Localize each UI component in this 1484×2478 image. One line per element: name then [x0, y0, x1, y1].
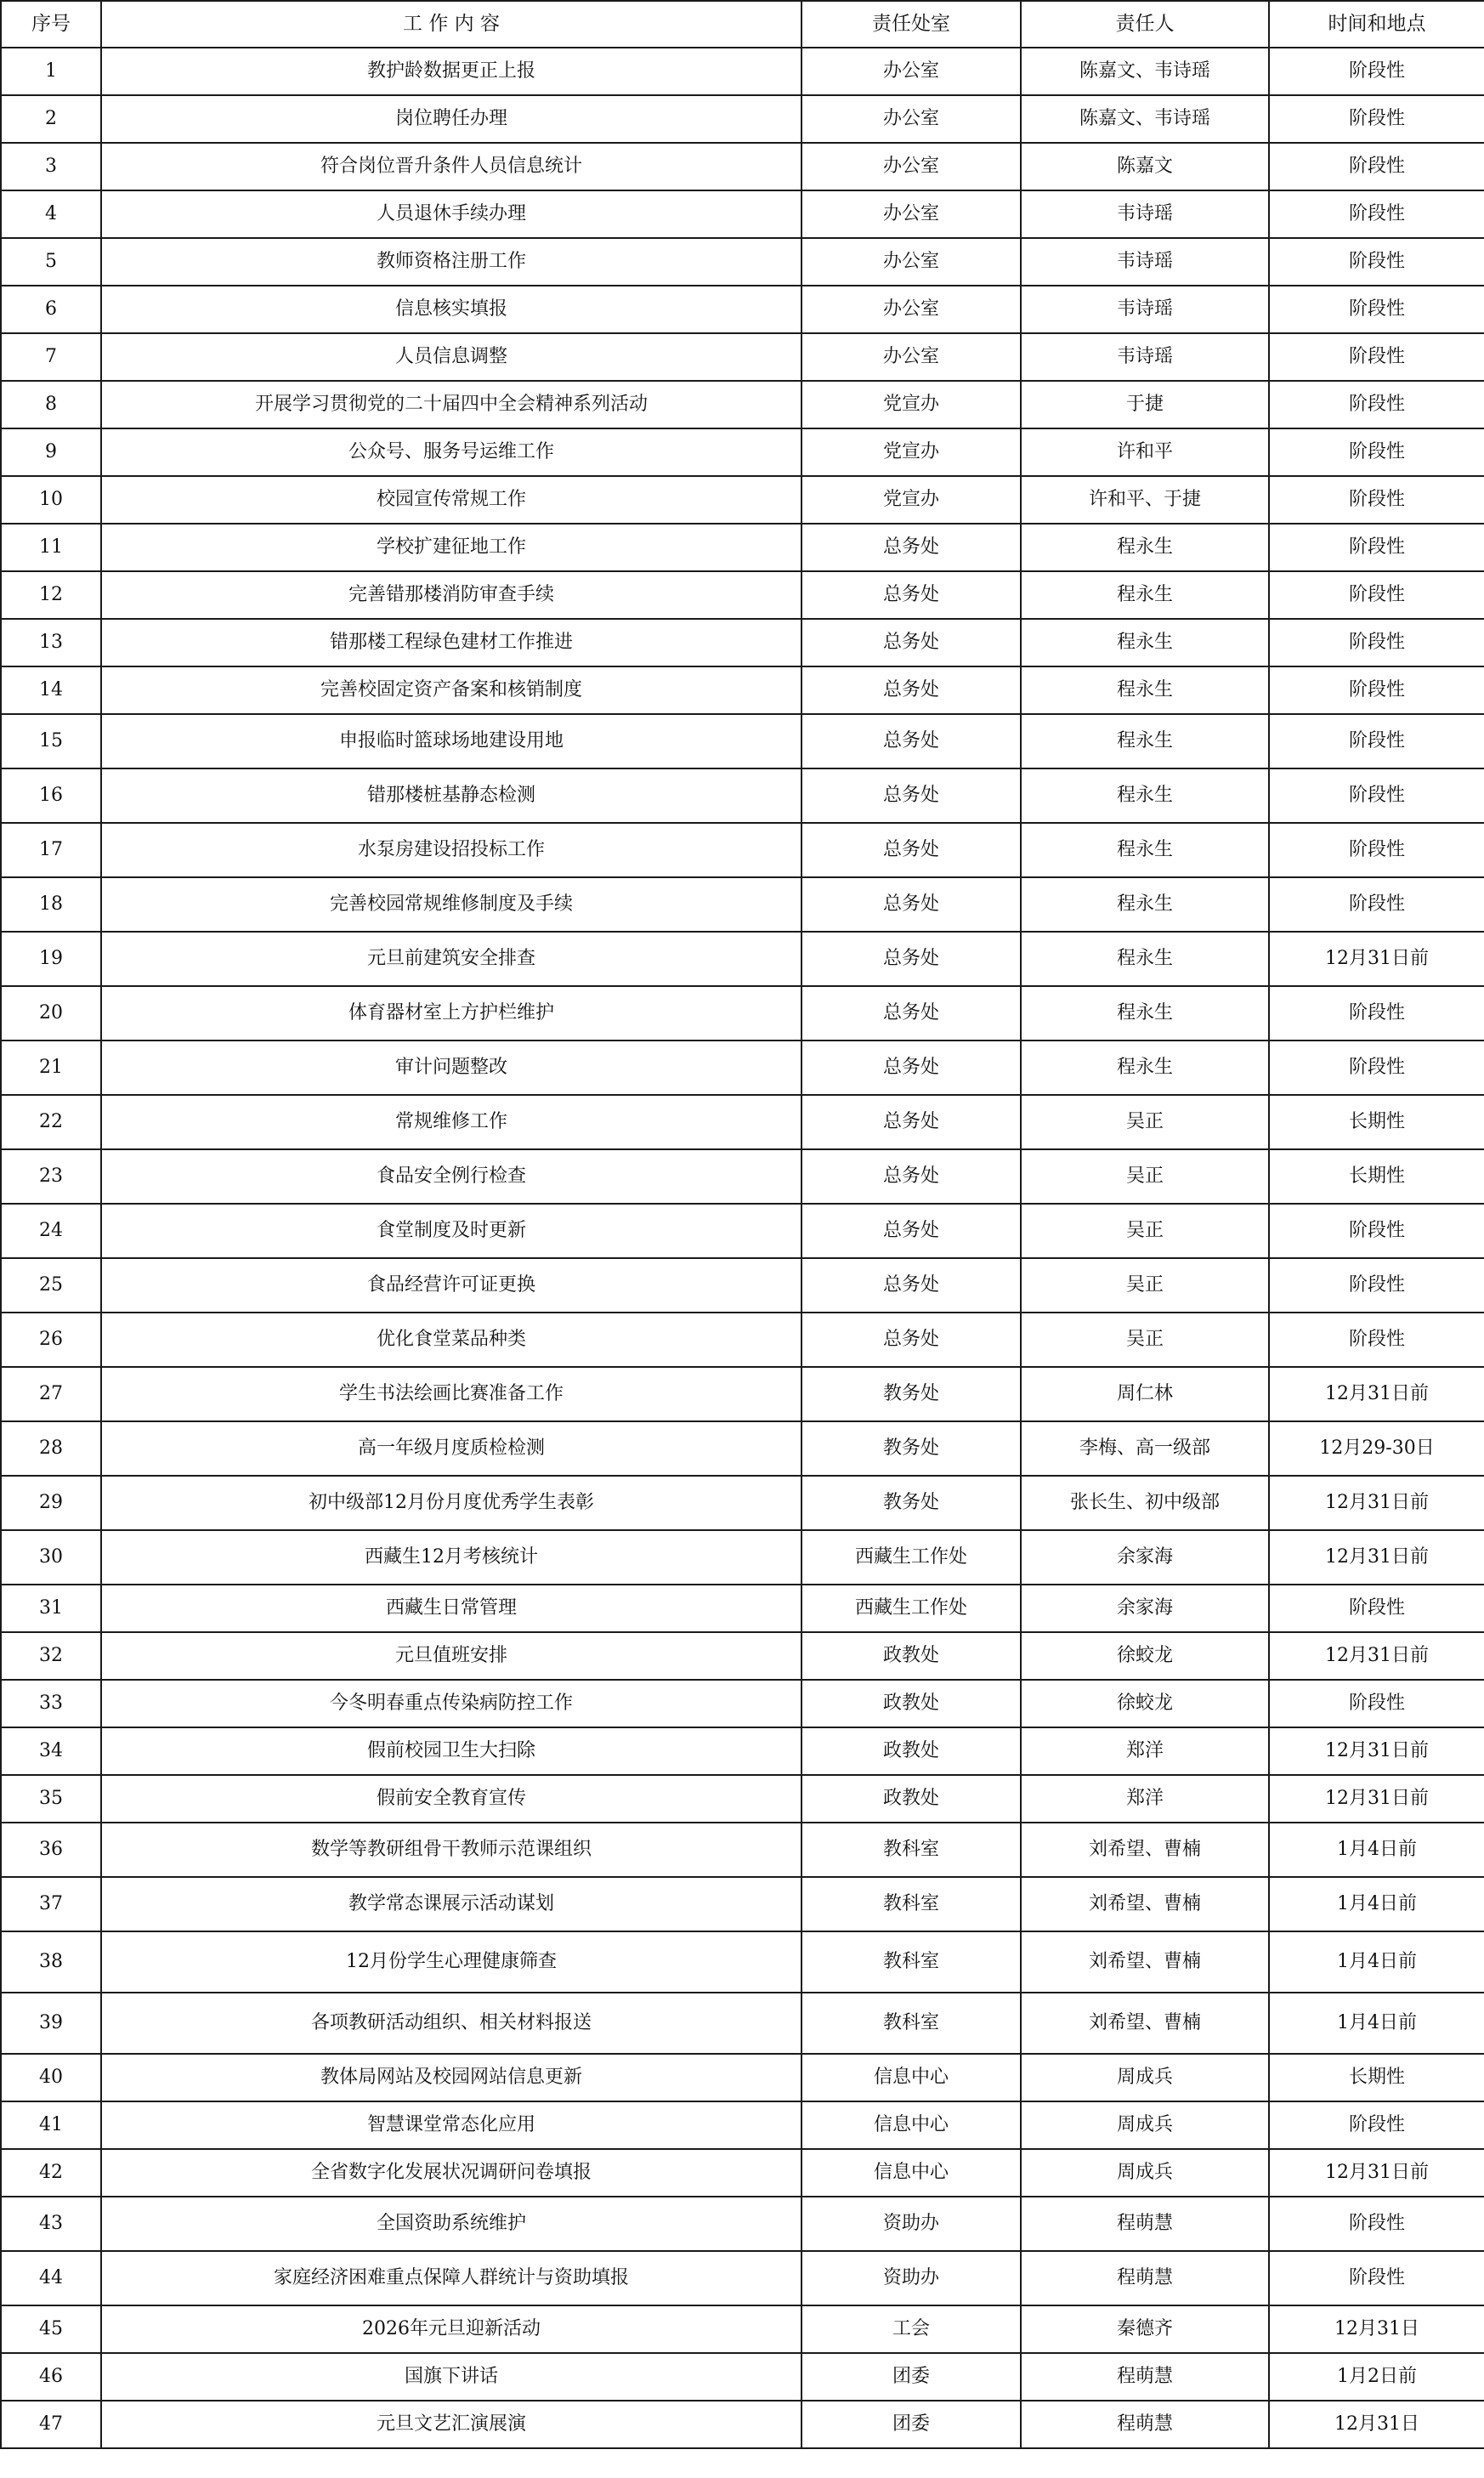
- cell-owner: 郑洋: [1021, 1727, 1269, 1775]
- cell-owner: 陈嘉文、韦诗瑶: [1021, 48, 1269, 95]
- cell-time-place: 阶段性: [1269, 768, 1484, 823]
- cell-task: 教护龄数据更正上报: [101, 48, 801, 95]
- cell-department: 办公室: [801, 190, 1021, 238]
- cell-index: 15: [1, 714, 101, 768]
- cell-owner: 徐蛟龙: [1021, 1632, 1269, 1680]
- cell-time-place: 阶段性: [1269, 714, 1484, 768]
- cell-department: 办公室: [801, 143, 1021, 190]
- cell-department: 资助办: [801, 2197, 1021, 2251]
- table-header-row: [1, 1, 1484, 48]
- cell-owner: 程永生: [1021, 768, 1269, 823]
- cell-owner: 程永生: [1021, 619, 1269, 666]
- cell-owner: 程永生: [1021, 932, 1269, 986]
- cell-index: 41: [1, 2101, 101, 2149]
- cell-task: 水泵房建设招投标工作: [101, 823, 801, 877]
- cell-index: 44: [1, 2251, 101, 2305]
- cell-index: 22: [1, 1095, 101, 1149]
- cell-task: 国旗下讲话: [101, 2353, 801, 2401]
- cell-department: 党宣办: [801, 476, 1021, 524]
- table-row: [1, 1204, 1484, 1258]
- cell-index: 2: [1, 95, 101, 143]
- cell-department: 团委: [801, 2353, 1021, 2401]
- cell-index: 18: [1, 877, 101, 932]
- cell-time-place: 阶段性: [1269, 1680, 1484, 1727]
- table-row: [1, 95, 1484, 143]
- cell-time-place: 阶段性: [1269, 666, 1484, 714]
- table-row: [1, 1149, 1484, 1204]
- cell-owner: 刘希望、曹楠: [1021, 1823, 1269, 1877]
- cell-department: 总务处: [801, 524, 1021, 571]
- cell-department: 政教处: [801, 1680, 1021, 1727]
- table-row: [1, 1041, 1484, 1095]
- cell-time-place: 阶段性: [1269, 95, 1484, 143]
- cell-task: 常规维修工作: [101, 1095, 801, 1149]
- cell-time-place: 1月2日前: [1269, 2353, 1484, 2401]
- cell-department: 总务处: [801, 1204, 1021, 1258]
- cell-department: 党宣办: [801, 381, 1021, 428]
- cell-department: 总务处: [801, 932, 1021, 986]
- cell-task: 元旦值班安排: [101, 1632, 801, 1680]
- cell-index: 47: [1, 2401, 101, 2448]
- cell-department: 总务处: [801, 619, 1021, 666]
- cell-index: 14: [1, 666, 101, 714]
- cell-department: 总务处: [801, 1095, 1021, 1149]
- cell-department: 教科室: [801, 1993, 1021, 2054]
- cell-department: 办公室: [801, 238, 1021, 286]
- cell-owner: 程萌慧: [1021, 2353, 1269, 2401]
- cell-index: 8: [1, 381, 101, 428]
- cell-task: 各项教研活动组织、相关材料报送: [101, 1993, 801, 2054]
- cell-department: 西藏生工作处: [801, 1585, 1021, 1632]
- cell-owner: 陈嘉文: [1021, 143, 1269, 190]
- table-row: [1, 619, 1484, 666]
- header-department: 责任处室: [801, 1, 1021, 48]
- cell-task: 校园宣传常规工作: [101, 476, 801, 524]
- table-row: [1, 1823, 1484, 1877]
- cell-time-place: 12月31日: [1269, 2401, 1484, 2448]
- cell-time-place: 长期性: [1269, 2054, 1484, 2101]
- cell-index: 31: [1, 1585, 101, 1632]
- cell-index: 24: [1, 1204, 101, 1258]
- cell-task: 今冬明春重点传染病防控工作: [101, 1680, 801, 1727]
- cell-time-place: 12月31日前: [1269, 1530, 1484, 1585]
- cell-department: 总务处: [801, 1313, 1021, 1367]
- table-row: [1, 823, 1484, 877]
- cell-department: 办公室: [801, 333, 1021, 381]
- cell-time-place: 长期性: [1269, 1095, 1484, 1149]
- cell-owner: 许和平、于捷: [1021, 476, 1269, 524]
- table-row: [1, 524, 1484, 571]
- cell-department: 教务处: [801, 1476, 1021, 1530]
- cell-index: 35: [1, 1775, 101, 1823]
- cell-owner: 韦诗瑶: [1021, 190, 1269, 238]
- cell-department: 教务处: [801, 1367, 1021, 1421]
- cell-time-place: 阶段性: [1269, 238, 1484, 286]
- cell-owner: 周成兵: [1021, 2101, 1269, 2149]
- cell-index: 21: [1, 1041, 101, 1095]
- cell-index: 30: [1, 1530, 101, 1585]
- cell-index: 20: [1, 986, 101, 1041]
- cell-department: 办公室: [801, 48, 1021, 95]
- cell-department: 总务处: [801, 1258, 1021, 1313]
- cell-index: 19: [1, 932, 101, 986]
- cell-task: 教师资格注册工作: [101, 238, 801, 286]
- cell-department: 教科室: [801, 1931, 1021, 1993]
- cell-task: 学校扩建征地工作: [101, 524, 801, 571]
- cell-index: 32: [1, 1632, 101, 1680]
- table-row: [1, 932, 1484, 986]
- cell-index: 28: [1, 1421, 101, 1476]
- cell-task: 符合岗位晋升条件人员信息统计: [101, 143, 801, 190]
- table-row: [1, 1095, 1484, 1149]
- cell-task: 元旦前建筑安全排查: [101, 932, 801, 986]
- cell-index: 42: [1, 2149, 101, 2197]
- cell-department: 政教处: [801, 1727, 1021, 1775]
- cell-task: 公众号、服务号运维工作: [101, 428, 801, 476]
- table-row: [1, 1476, 1484, 1530]
- table-row: [1, 1585, 1484, 1632]
- cell-department: 教科室: [801, 1877, 1021, 1931]
- table-row: [1, 143, 1484, 190]
- table-row: [1, 986, 1484, 1041]
- cell-index: 11: [1, 524, 101, 571]
- cell-department: 总务处: [801, 877, 1021, 932]
- cell-index: 6: [1, 286, 101, 333]
- cell-task: 完善错那楼消防审查手续: [101, 571, 801, 619]
- cell-task: 教体局网站及校园网站信息更新: [101, 2054, 801, 2101]
- table-row: [1, 476, 1484, 524]
- cell-department: 总务处: [801, 986, 1021, 1041]
- cell-owner: 程永生: [1021, 877, 1269, 932]
- cell-time-place: 阶段性: [1269, 877, 1484, 932]
- cell-time-place: 12月31日前: [1269, 1367, 1484, 1421]
- cell-task: 完善校固定资产备案和核销制度: [101, 666, 801, 714]
- cell-time-place: 阶段性: [1269, 2251, 1484, 2305]
- cell-index: 34: [1, 1727, 101, 1775]
- cell-time-place: 阶段性: [1269, 1204, 1484, 1258]
- cell-department: 总务处: [801, 768, 1021, 823]
- cell-owner: 刘希望、曹楠: [1021, 1877, 1269, 1931]
- cell-time-place: 12月29-30日: [1269, 1421, 1484, 1476]
- cell-index: 39: [1, 1993, 101, 2054]
- table-row: [1, 333, 1484, 381]
- cell-department: 总务处: [801, 1149, 1021, 1204]
- cell-task: 高一年级月度质检检测: [101, 1421, 801, 1476]
- cell-owner: 韦诗瑶: [1021, 286, 1269, 333]
- cell-time-place: 阶段性: [1269, 190, 1484, 238]
- cell-index: 46: [1, 2353, 101, 2401]
- table-row: [1, 571, 1484, 619]
- cell-owner: 刘希望、曹楠: [1021, 1993, 1269, 2054]
- cell-time-place: 阶段性: [1269, 1258, 1484, 1313]
- cell-task: 2026年元旦迎新活动: [101, 2305, 801, 2353]
- cell-time-place: 阶段性: [1269, 571, 1484, 619]
- cell-department: 办公室: [801, 286, 1021, 333]
- cell-department: 信息中心: [801, 2054, 1021, 2101]
- cell-time-place: 12月31日前: [1269, 932, 1484, 986]
- cell-owner: 程萌慧: [1021, 2251, 1269, 2305]
- cell-time-place: 阶段性: [1269, 48, 1484, 95]
- table-row: [1, 1530, 1484, 1585]
- cell-department: 教科室: [801, 1823, 1021, 1877]
- table-row: [1, 2305, 1484, 2353]
- cell-task: 人员退休手续办理: [101, 190, 801, 238]
- cell-task: 全国资助系统维护: [101, 2197, 801, 2251]
- cell-time-place: 阶段性: [1269, 524, 1484, 571]
- table-body: [1, 48, 1484, 2448]
- table-row: [1, 1367, 1484, 1421]
- table-row: [1, 2054, 1484, 2101]
- cell-index: 26: [1, 1313, 101, 1367]
- cell-owner: 程永生: [1021, 714, 1269, 768]
- cell-task: 体育器材室上方护栏维护: [101, 986, 801, 1041]
- cell-task: 审计问题整改: [101, 1041, 801, 1095]
- cell-index: 5: [1, 238, 101, 286]
- cell-time-place: 阶段性: [1269, 619, 1484, 666]
- cell-task: 食品经营许可证更换: [101, 1258, 801, 1313]
- cell-task: 家庭经济困难重点保障人群统计与资助填报: [101, 2251, 801, 2305]
- cell-owner: 程永生: [1021, 986, 1269, 1041]
- cell-task: 假前安全教育宣传: [101, 1775, 801, 1823]
- cell-task: 申报临时篮球场地建设用地: [101, 714, 801, 768]
- table-row: [1, 2197, 1484, 2251]
- cell-time-place: 12月31日前: [1269, 1775, 1484, 1823]
- cell-owner: 李梅、高一级部: [1021, 1421, 1269, 1476]
- cell-task: 元旦文艺汇演展演: [101, 2401, 801, 2448]
- table-row: [1, 1775, 1484, 1823]
- cell-task: 假前校园卫生大扫除: [101, 1727, 801, 1775]
- cell-index: 43: [1, 2197, 101, 2251]
- table-row: [1, 238, 1484, 286]
- cell-owner: 吴正: [1021, 1204, 1269, 1258]
- cell-department: 总务处: [801, 823, 1021, 877]
- cell-time-place: 阶段性: [1269, 2197, 1484, 2251]
- cell-department: 总务处: [801, 1041, 1021, 1095]
- cell-department: 资助办: [801, 2251, 1021, 2305]
- cell-time-place: 12月31日前: [1269, 1727, 1484, 1775]
- cell-task: 数学等教研组骨干教师示范课组织: [101, 1823, 801, 1877]
- cell-owner: 吴正: [1021, 1095, 1269, 1149]
- cell-time-place: 阶段性: [1269, 333, 1484, 381]
- cell-department: 政教处: [801, 1632, 1021, 1680]
- cell-index: 1: [1, 48, 101, 95]
- cell-owner: 吴正: [1021, 1313, 1269, 1367]
- cell-task: 西藏生日常管理: [101, 1585, 801, 1632]
- cell-department: 总务处: [801, 714, 1021, 768]
- cell-department: 办公室: [801, 95, 1021, 143]
- cell-time-place: 12月31日前: [1269, 2149, 1484, 2197]
- cell-task: 完善校园常规维修制度及手续: [101, 877, 801, 932]
- table-row: [1, 2101, 1484, 2149]
- cell-index: 16: [1, 768, 101, 823]
- cell-index: 7: [1, 333, 101, 381]
- cell-index: 12: [1, 571, 101, 619]
- cell-time-place: 阶段性: [1269, 476, 1484, 524]
- cell-task: 12月份学生心理健康筛查: [101, 1931, 801, 1993]
- cell-index: 40: [1, 2054, 101, 2101]
- cell-index: 45: [1, 2305, 101, 2353]
- cell-department: 工会: [801, 2305, 1021, 2353]
- cell-owner: 周成兵: [1021, 2149, 1269, 2197]
- cell-owner: 余家海: [1021, 1585, 1269, 1632]
- cell-task: 岗位聘任办理: [101, 95, 801, 143]
- cell-time-place: 12月31日: [1269, 2305, 1484, 2353]
- table-row: [1, 1727, 1484, 1775]
- cell-task: 智慧课堂常态化应用: [101, 2101, 801, 2149]
- cell-time-place: 阶段性: [1269, 2101, 1484, 2149]
- cell-time-place: 阶段性: [1269, 823, 1484, 877]
- cell-owner: 秦德齐: [1021, 2305, 1269, 2353]
- cell-index: 37: [1, 1877, 101, 1931]
- cell-owner: 韦诗瑶: [1021, 238, 1269, 286]
- table-row: [1, 1680, 1484, 1727]
- table-row: [1, 2251, 1484, 2305]
- table-row: [1, 286, 1484, 333]
- cell-index: 29: [1, 1476, 101, 1530]
- cell-task: 食品安全例行检查: [101, 1149, 801, 1204]
- table-row: [1, 1931, 1484, 1993]
- cell-task: 开展学习贯彻党的二十届四中全会精神系列活动: [101, 381, 801, 428]
- cell-index: 17: [1, 823, 101, 877]
- table-row: [1, 1993, 1484, 2054]
- cell-index: 9: [1, 428, 101, 476]
- cell-owner: 刘希望、曹楠: [1021, 1931, 1269, 1993]
- cell-task: 全省数字化发展状况调研问卷填报: [101, 2149, 801, 2197]
- cell-owner: 程萌慧: [1021, 2401, 1269, 2448]
- table-row: [1, 1632, 1484, 1680]
- cell-time-place: 1月4日前: [1269, 1823, 1484, 1877]
- cell-task: 人员信息调整: [101, 333, 801, 381]
- cell-index: 25: [1, 1258, 101, 1313]
- cell-owner: 周成兵: [1021, 2054, 1269, 2101]
- cell-task: 学生书法绘画比赛准备工作: [101, 1367, 801, 1421]
- table-row: [1, 428, 1484, 476]
- cell-task: 优化食堂菜品种类: [101, 1313, 801, 1367]
- cell-time-place: 阶段性: [1269, 986, 1484, 1041]
- table-row: [1, 48, 1484, 95]
- cell-owner: 程永生: [1021, 1041, 1269, 1095]
- table-row: [1, 190, 1484, 238]
- cell-time-place: 1月4日前: [1269, 1877, 1484, 1931]
- cell-owner: 韦诗瑶: [1021, 333, 1269, 381]
- cell-owner: 许和平: [1021, 428, 1269, 476]
- cell-department: 总务处: [801, 571, 1021, 619]
- cell-department: 政教处: [801, 1775, 1021, 1823]
- cell-owner: 程永生: [1021, 571, 1269, 619]
- cell-time-place: 阶段性: [1269, 143, 1484, 190]
- cell-time-place: 1月4日前: [1269, 1931, 1484, 1993]
- table-row: [1, 2401, 1484, 2448]
- cell-owner: 程永生: [1021, 666, 1269, 714]
- table-row: [1, 1258, 1484, 1313]
- cell-department: 信息中心: [801, 2101, 1021, 2149]
- cell-time-place: 1月4日前: [1269, 1993, 1484, 2054]
- header-time-place: 时间和地点: [1269, 1, 1484, 48]
- header-owner: 责任人: [1021, 1, 1269, 48]
- cell-owner: 郑洋: [1021, 1775, 1269, 1823]
- cell-index: 4: [1, 190, 101, 238]
- cell-time-place: 长期性: [1269, 1149, 1484, 1204]
- table-row: [1, 877, 1484, 932]
- cell-owner: 吴正: [1021, 1258, 1269, 1313]
- cell-time-place: 阶段性: [1269, 428, 1484, 476]
- cell-time-place: 12月31日前: [1269, 1632, 1484, 1680]
- table-row: [1, 714, 1484, 768]
- cell-index: 33: [1, 1680, 101, 1727]
- table-row: [1, 381, 1484, 428]
- cell-task: 信息核实填报: [101, 286, 801, 333]
- cell-task: 错那楼工程绿色建材工作推进: [101, 619, 801, 666]
- cell-index: 3: [1, 143, 101, 190]
- table-row: [1, 2353, 1484, 2401]
- cell-task: 错那楼桩基静态检测: [101, 768, 801, 823]
- cell-index: 27: [1, 1367, 101, 1421]
- cell-owner: 余家海: [1021, 1530, 1269, 1585]
- cell-task: 食堂制度及时更新: [101, 1204, 801, 1258]
- cell-owner: 程萌慧: [1021, 2197, 1269, 2251]
- cell-department: 教务处: [801, 1421, 1021, 1476]
- cell-owner: 于捷: [1021, 381, 1269, 428]
- cell-owner: 陈嘉文、韦诗瑶: [1021, 95, 1269, 143]
- cell-time-place: 阶段性: [1269, 1041, 1484, 1095]
- cell-task: 西藏生12月考核统计: [101, 1530, 801, 1585]
- cell-owner: 周仁林: [1021, 1367, 1269, 1421]
- table-row: [1, 666, 1484, 714]
- cell-owner: 程永生: [1021, 524, 1269, 571]
- table-row: [1, 1877, 1484, 1931]
- table-row: [1, 2149, 1484, 2197]
- cell-task: 教学常态课展示活动谋划: [101, 1877, 801, 1931]
- cell-index: 38: [1, 1931, 101, 1993]
- cell-department: 党宣办: [801, 428, 1021, 476]
- cell-owner: 徐蛟龙: [1021, 1680, 1269, 1727]
- cell-task: 初中级部12月份月度优秀学生表彰: [101, 1476, 801, 1530]
- cell-time-place: 12月31日前: [1269, 1476, 1484, 1530]
- header-task: 工 作 内 容: [101, 1, 801, 48]
- cell-time-place: 阶段性: [1269, 381, 1484, 428]
- cell-department: 信息中心: [801, 2149, 1021, 2197]
- cell-owner: 张长生、初中级部: [1021, 1476, 1269, 1530]
- cell-index: 36: [1, 1823, 101, 1877]
- cell-index: 10: [1, 476, 101, 524]
- cell-department: 团委: [801, 2401, 1021, 2448]
- cell-time-place: 阶段性: [1269, 1585, 1484, 1632]
- table-row: [1, 768, 1484, 823]
- cell-owner: 吴正: [1021, 1149, 1269, 1204]
- cell-time-place: 阶段性: [1269, 1313, 1484, 1367]
- cell-index: 23: [1, 1149, 101, 1204]
- cell-owner: 程永生: [1021, 823, 1269, 877]
- cell-time-place: 阶段性: [1269, 286, 1484, 333]
- table-row: [1, 1313, 1484, 1367]
- cell-department: 西藏生工作处: [801, 1530, 1021, 1585]
- cell-index: 13: [1, 619, 101, 666]
- header-index: 序号: [1, 1, 101, 48]
- cell-department: 总务处: [801, 666, 1021, 714]
- table-row: [1, 1421, 1484, 1476]
